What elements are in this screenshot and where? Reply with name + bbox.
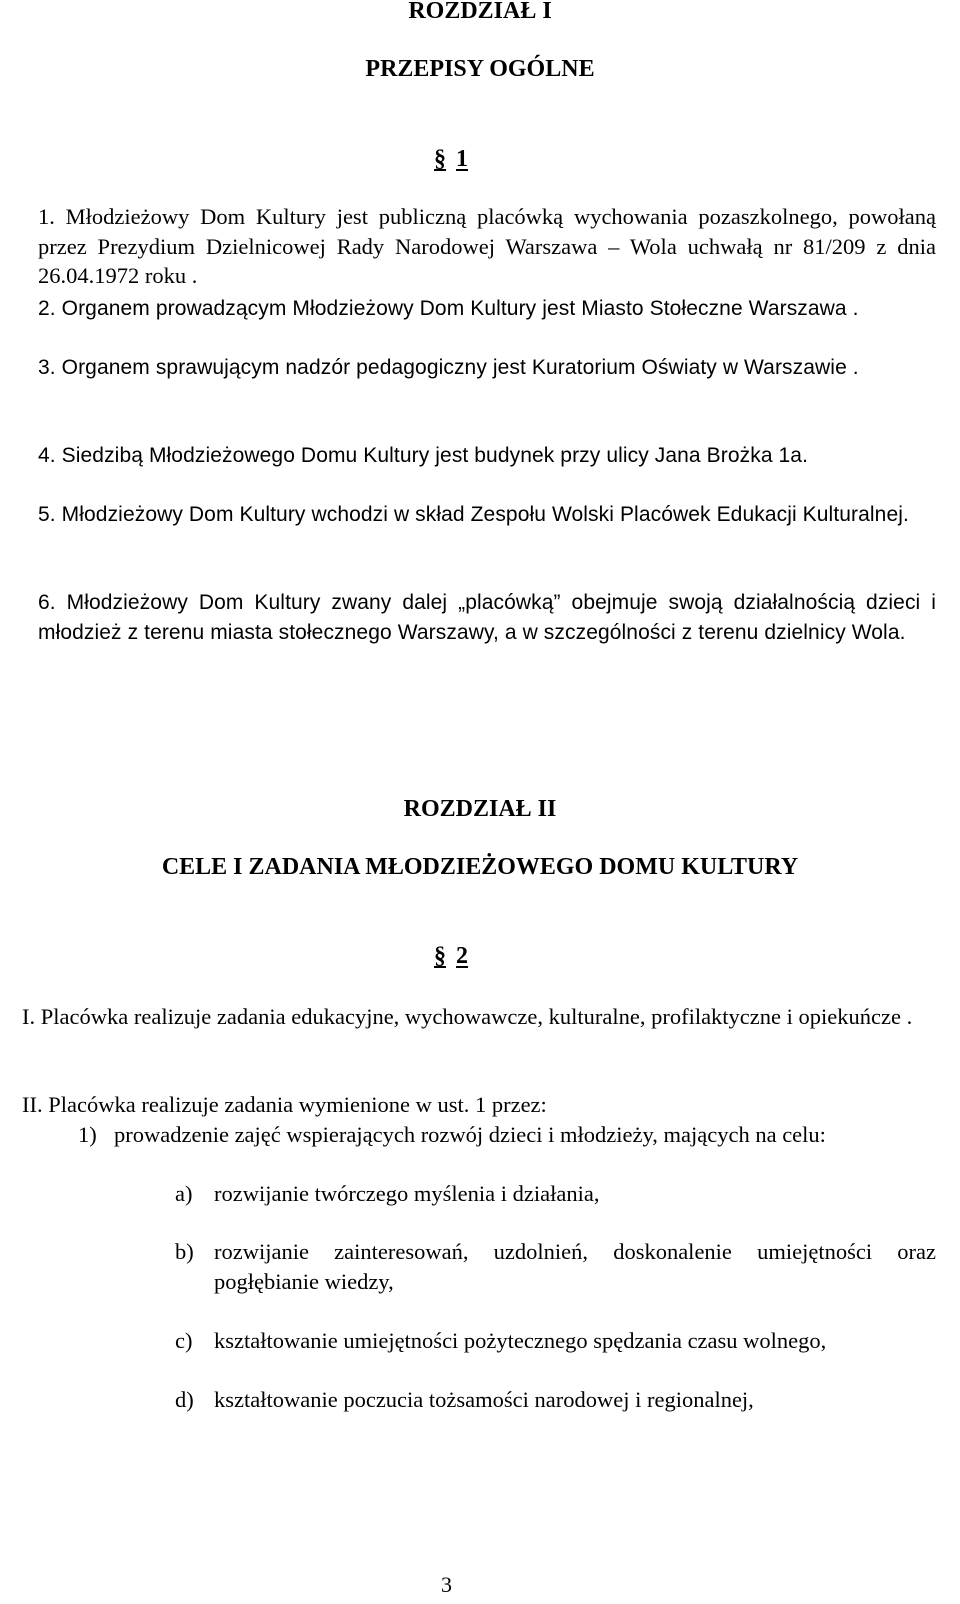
section-sign-icon: §: [434, 943, 446, 969]
point-text: Placówka realizuje zadania wymienione w ust. 1 przez:: [48, 1092, 547, 1117]
letter-label: c): [175, 1328, 193, 1353]
letter-text: rozwijanie twórczego myślenia i działania,: [214, 1181, 600, 1206]
letter-text: rozwijanie zainteresowań, uzdolnień, doskonalenie umiejętności oraz pogłębianie wiedzy,: [214, 1239, 936, 1294]
point-II: [22, 1090, 936, 1120]
letter-label: b): [175, 1239, 194, 1264]
section-1-mark: § 1: [434, 146, 468, 172]
subpoint-text: prowadzenie zajęć wspierających rozwój dzieci i młodzieży, mających na celu:: [114, 1122, 826, 1147]
point-I: [22, 1002, 936, 1032]
letter-text: kształtowanie poczucia tożsamości narodowej i regionalnej,: [214, 1387, 754, 1412]
section-sign-icon: §: [434, 146, 446, 172]
paragraph-6: [38, 588, 936, 647]
chapter-1-title: PRZEPISY OGÓLNE: [365, 56, 595, 82]
subpoint-1: [78, 1120, 826, 1150]
chapter-2-heading: ROZDZIAŁ II: [403, 796, 557, 822]
paragraph-2: [38, 294, 936, 324]
paragraph-text: Młodzieżowy Dom Kultury jest publiczną placówką wychowania pozaszkolnego, powołaną przez Prezydium Dzielnicowej Rady Narodowej Warszawa – Wola uchwałą nr 81/209 z dnia 26.04.1972 roku .: [38, 204, 937, 288]
point-text: Placówka realizuje zadania edukacyjne, wychowawcze, kulturalne, profilaktyczne i opiekuńcze .: [40, 1004, 913, 1029]
paragraph-1: [38, 202, 936, 291]
page-number: 3: [441, 1572, 452, 1597]
paragraph-3: [38, 353, 936, 383]
paragraph-number: 2.: [38, 297, 56, 320]
letter-label: a): [175, 1181, 193, 1206]
letter-label: d): [175, 1387, 194, 1412]
paragraph-number: 6.: [38, 591, 56, 614]
paragraph-text: Młodzieżowy Dom Kultury wchodzi w skład Zespołu Wolski Placówek Edukacji Kulturalnej.: [61, 503, 909, 526]
chapter-1-heading: ROZDZIAŁ I: [408, 0, 552, 24]
point-number: I.: [22, 1004, 36, 1029]
paragraph-text: Młodzieżowy Dom Kultury zwany dalej „placówką” obejmuje swoją działalnością dzieci i młodzież z terenu miasta stołecznego Warszawy, a w szczególności z terenu dzielnicy Wola.: [38, 591, 937, 644]
paragraph-number: 3.: [38, 356, 56, 379]
paragraph-text: Organem prowadzącym Młodzieżowy Dom Kultury jest Miasto Stołeczne Warszawa .: [61, 297, 859, 320]
paragraph-5: [38, 500, 936, 530]
paragraph-number: 4.: [38, 444, 56, 467]
paragraph-number: 5.: [38, 503, 56, 526]
subpoint-number: 1): [78, 1122, 97, 1147]
paragraph-text: Organem sprawującym nadzór pedagogiczny jest Kuratorium Oświaty w Warszawie .: [61, 356, 859, 379]
paragraph-number: 1.: [38, 204, 55, 229]
chapter-2-title: CELE I ZADANIA MŁODZIEŻOWEGO DOMU KULTURY: [161, 854, 799, 880]
paragraph-text: Siedzibą Młodzieżowego Domu Kultury jest budynek przy ulicy Jana Brożka 1a.: [61, 444, 809, 467]
point-number: II.: [22, 1092, 43, 1117]
paragraph-4: [38, 441, 936, 471]
section-2-mark: § 2: [434, 943, 468, 969]
letter-text: kształtowanie umiejętności pożytecznego spędzania czasu wolnego,: [214, 1328, 827, 1353]
